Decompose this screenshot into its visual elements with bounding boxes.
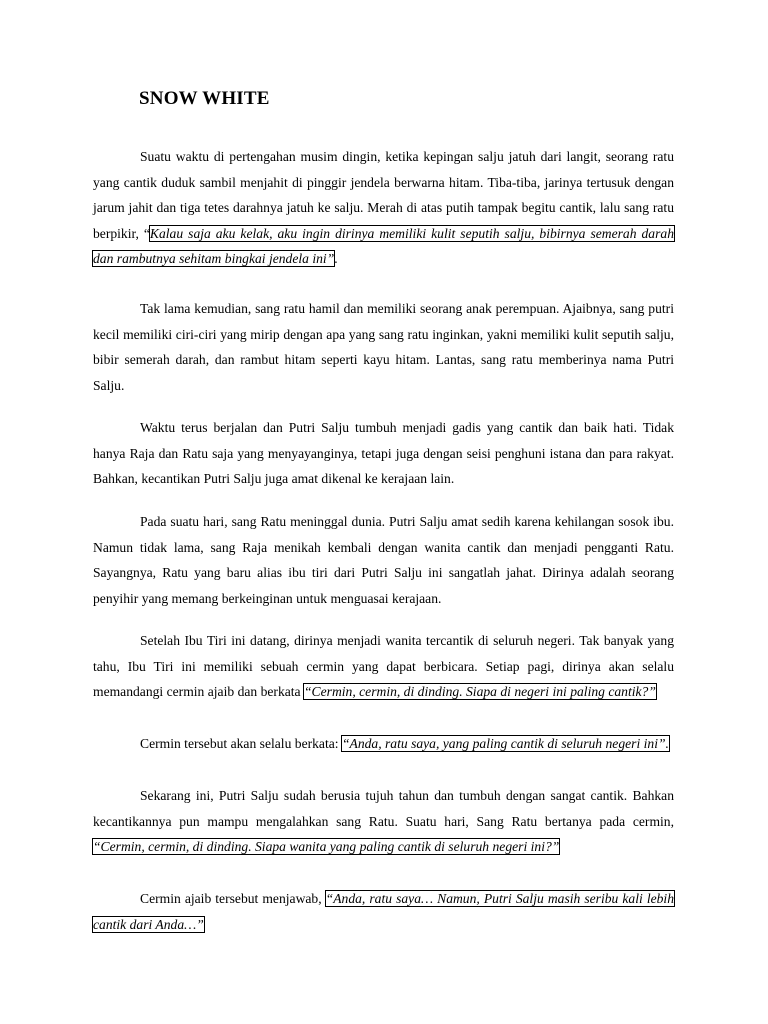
paragraph-text: . bbox=[334, 251, 338, 267]
paragraph-7 bbox=[93, 783, 674, 860]
paragraph-8 bbox=[93, 886, 674, 937]
boxed-quote: “Cermin, cermin, di dinding. Siapa wanita yang paling cantik di seluruh negeri ini?” bbox=[93, 839, 560, 855]
paragraph-text: Sekarang ini, Putri Salju sudah berusia tujuh tahun dan tumbuh dengan sangat cantik. Bahkan kecantikannya pun mampu mengalahkan sang Ratu. Suatu hari, Sang Ratu bertanya pada cermin, bbox=[93, 788, 674, 829]
paragraph-text: Cermin tersebut akan selalu berkata: bbox=[140, 736, 342, 751]
boxed-quote: Kalau saja aku kelak, aku ingin dirinya memiliki kulit seputih salju, bibirnya semerah darah dan rambutnya sehitam bingkai jendela ini” bbox=[93, 225, 674, 267]
paragraph-text: Suatu waktu di pertengahan musim dingin, ketika kepingan salju jatuh dari langit, seorang ratu yang cantik duduk sambil menjahit di pinggir jendela berwarna hitam. Tiba-tiba, jarinya tertusuk dengan jarum jahit dan tiga tetes darahnya jatuh ke salju. Merah di atas putih tampak begitu cantik, lalu sang ratu berpikir, “ bbox=[93, 149, 674, 241]
document-title: SNOW WHITE bbox=[139, 88, 270, 109]
boxed-quote: “Cermin, cermin, di dinding. Siapa di negeri ini paling cantik?” bbox=[304, 684, 656, 700]
boxed-quote: “Anda, ratu saya, yang paling cantik di seluruh negeri ini”. bbox=[341, 736, 669, 751]
paragraph-3: Waktu terus berjalan dan Putri Salju tumbuh menjadi gadis yang cantik dan baik hati. Tidak hanya Raja dan Ratu saja yang menyayanginya, tetapi juga dengan seisi penghuni istana dan para rakyat. Bahkan, kecantikan Putri Salju juga amat dikenal ke kerajaan lain. bbox=[93, 420, 674, 487]
paragraph-text: Setelah Ibu Tiri ini datang, dirinya menjadi wanita tercantik di seluruh negeri. Tak banyak yang tahu, Ibu Tiri ini memiliki sebuah cermin yang dapat berbicara. Setiap pagi, dirinya akan selalu memandangi cermin ajaib dan berkata bbox=[93, 633, 674, 700]
paragraph-1 bbox=[93, 144, 674, 272]
paragraph-2: Tak lama kemudian, sang ratu hamil dan memiliki seorang anak perempuan. Ajaibnya, sang putri kecil memiliki ciri-ciri yang mirip dengan apa yang sang ratu inginkan, yakni memiliki kulit seputih salju, bibir semerah darah, dan rambut hitam seperti kayu hitam. Lantas, sang ratu memberinya nama Putri Salju. bbox=[93, 301, 674, 393]
boxed-quote: “Anda, ratu saya… Namun, Putri Salju masih seribu kali lebih cantik dari Anda…” bbox=[93, 891, 674, 932]
paragraph-4: Pada suatu hari, sang Ratu meninggal dunia. Putri Salju amat sedih karena kehilangan sosok ibu. Namun tidak lama, sang Raja menikah kembali dengan wanita cantik dan menjadi pengganti Ratu. Sayangnya, Ratu yang baru alias ibu tiri dari Putri Salju ini sangatlah jahat. Dirinya adalah seorang penyihir yang memang berkeinginan untuk menguasai kerajaan. bbox=[93, 514, 674, 606]
paragraph-text: Cermin ajaib tersebut menjawab, bbox=[140, 891, 326, 906]
paragraph-6 bbox=[93, 731, 674, 757]
paragraph-5 bbox=[93, 628, 674, 705]
